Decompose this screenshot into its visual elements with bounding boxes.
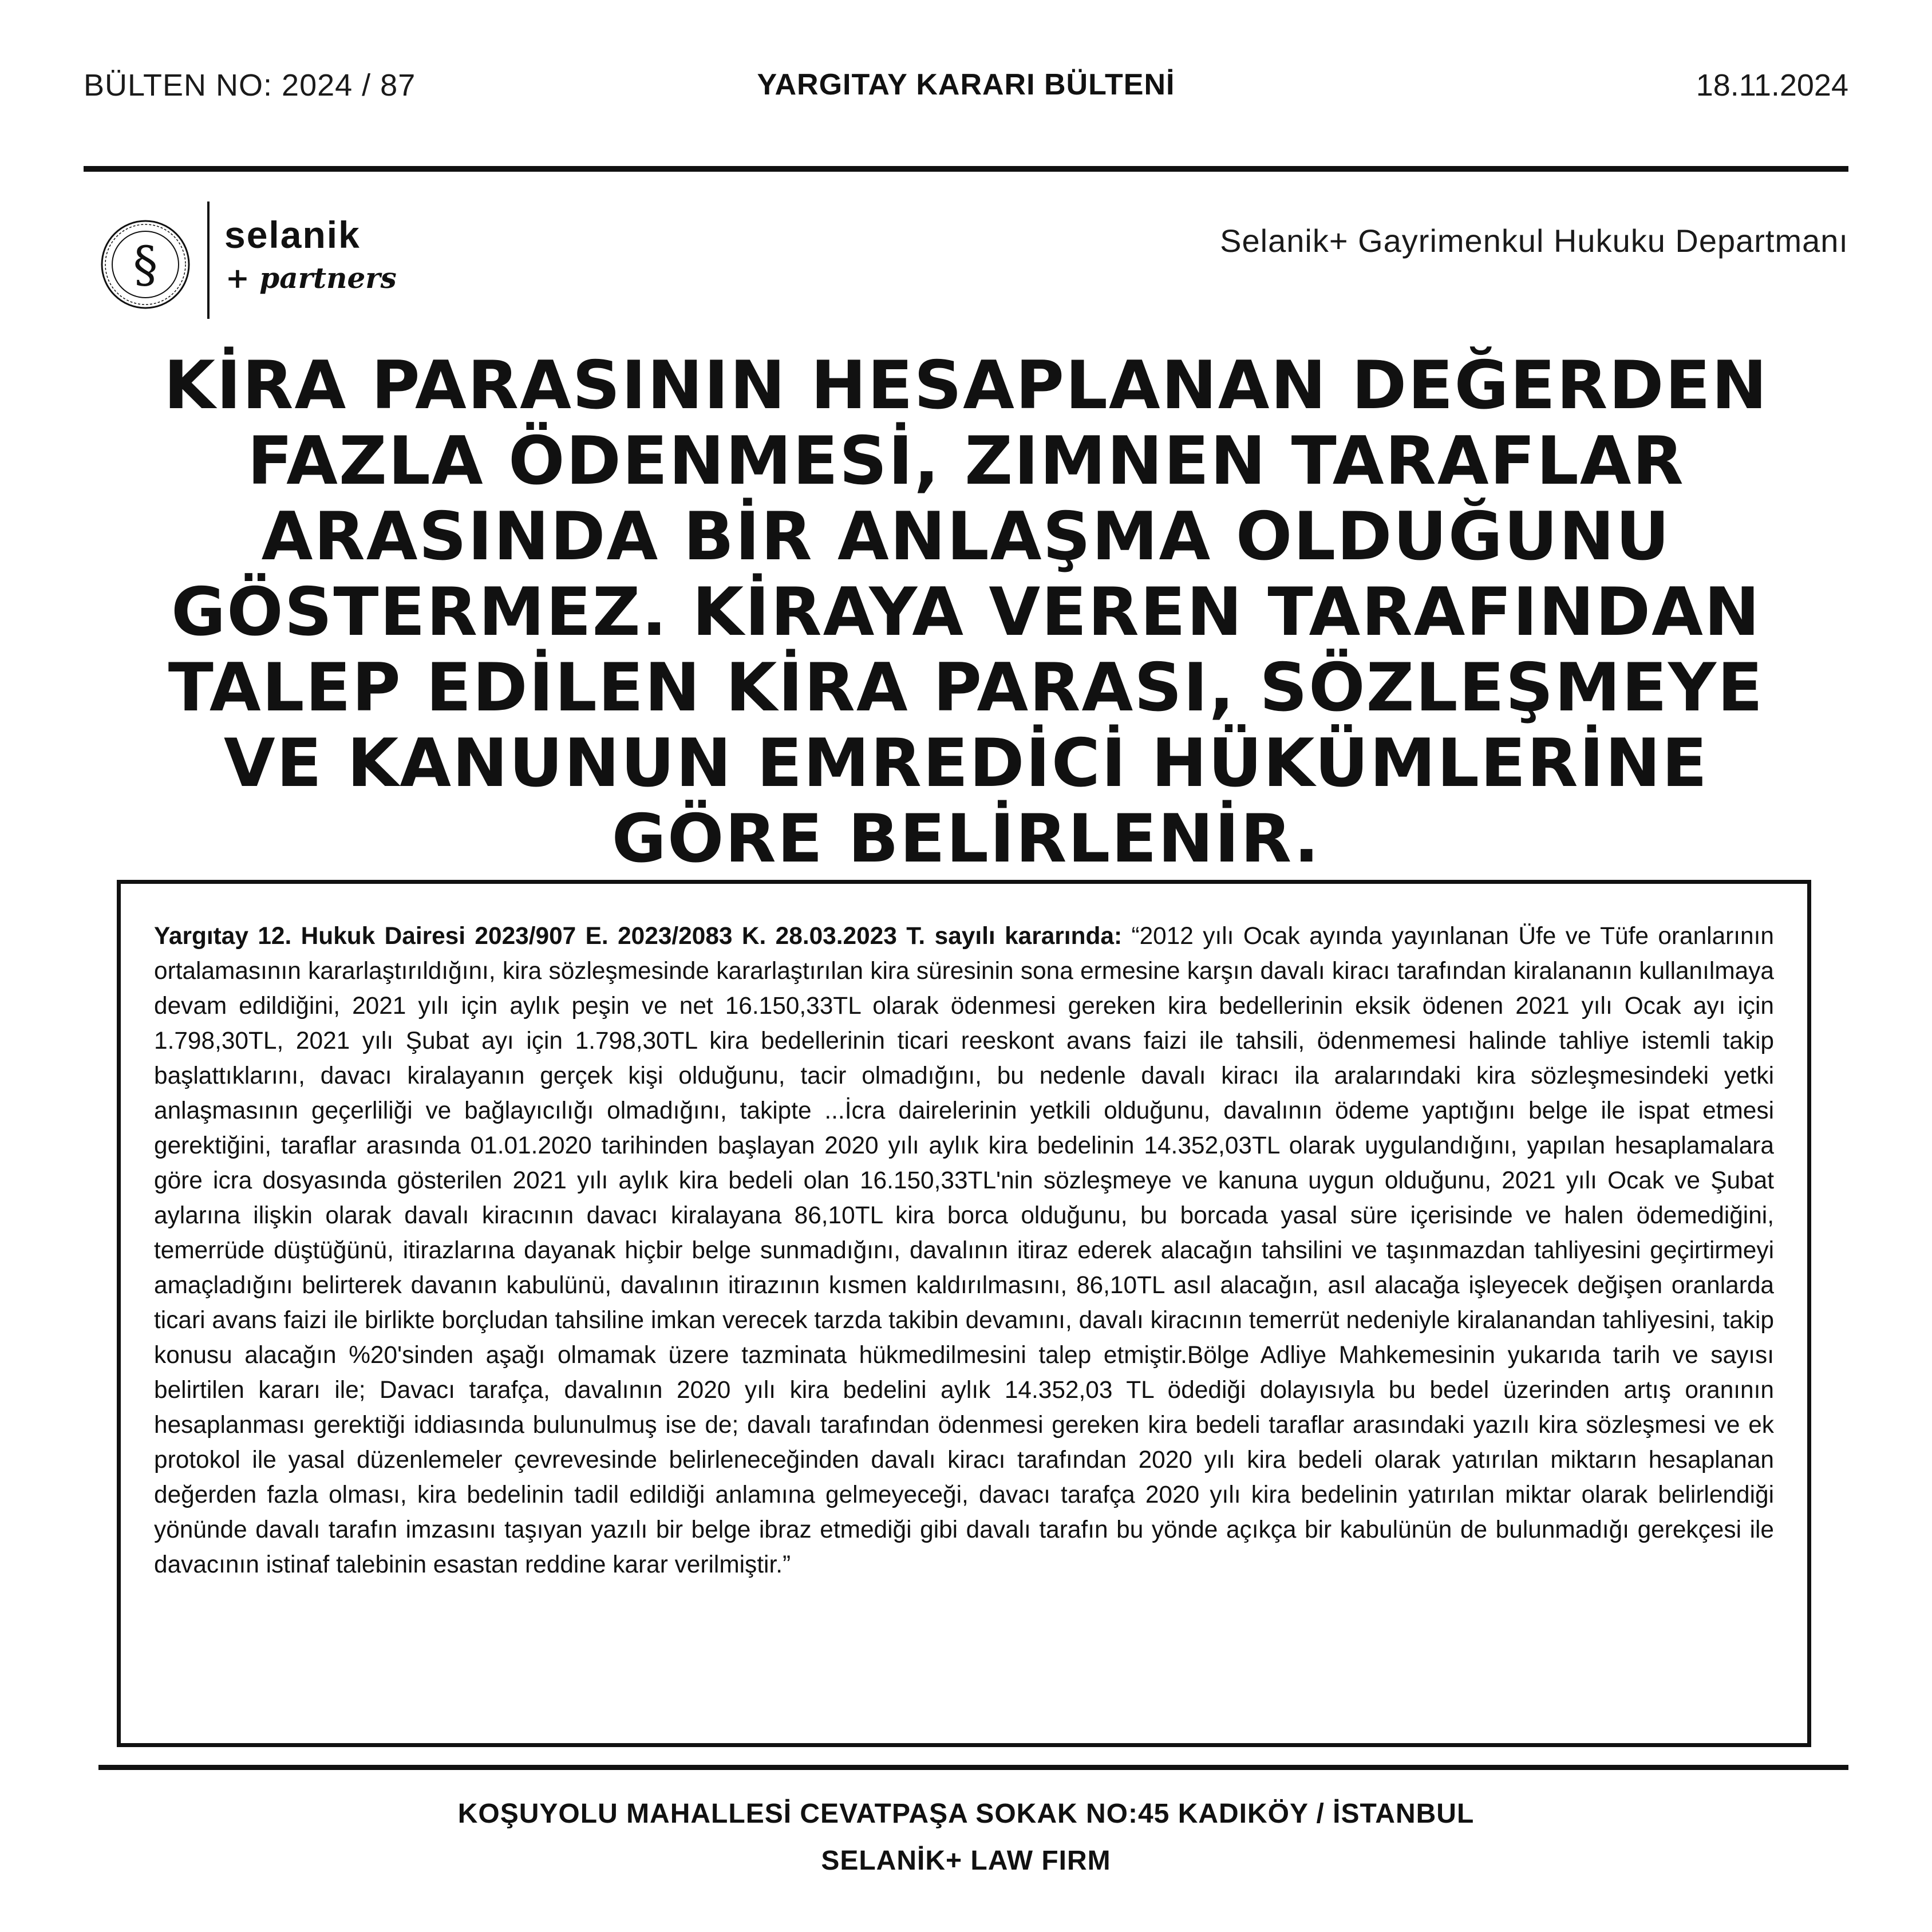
- footer-address: KOŞUYOLU MAHALLESİ CEVATPAŞA SOKAK NO:45 KADIKÖY / İSTANBUL: [457, 1799, 1475, 1829]
- logo-name: selanik: [224, 214, 361, 256]
- headline: KİRA PARASININ HESAPLANAN DEĞERDEN FAZLA ÖDENMESİ, ZIMNEN TARAFLAR ARASINDA BİR ANLAŞMA OLDUĞUNU GÖSTERMEZ. KİRAYA VEREN TARAFINDAN TALEP EDİLEN KİRA PARASI, SÖZLEŞMEYE VE KANUNUN EMREDİCİ HÜKÜMLERİNE GÖRE BELİRLENİR.: [164, 347, 1768, 878]
- bulletin-number: BÜLTEN NO: 2024 / 87: [84, 68, 416, 102]
- firm-logo: [98, 202, 419, 322]
- bulletin-title: YARGITAY KARARI BÜLTENİ: [757, 68, 1175, 101]
- top-divider: [84, 166, 1848, 172]
- decision-text: “2012 yılı Ocak ayında yayınlanan Üfe ve Tüfe oranlarının ortalamasının kararlaştırıldığını, kira sözleşmesinde kararlaştırılan kira süresinin sona ermesine karşın davalı kiracı tarafından kiralananın kullanılmaya devam edildiğini, 2021 yılı için aylık peşin ve net 16.150,33TL olarak ödenmesi gereken kira bedellerinin eksik ödenen 2021 yılı Ocak ayı için 1.798,30TL, 2021 yılı Şubat ayı için 1.798,30TL kira bedellerinin ticari reeskont avans faizi ile tahsili, ödenmemesi halinde tahliye istemli takip başlattıklarını, davacı kiralayanın gerçek kişi olduğunu, tacir olmadığını, bu nedenle davalı kiracı ila aralarındaki kira sözleşmesindeki yetki anlaşmasının geçerliliği ve bağlayıcılığı olmadığını, takipte ...İcra dairelerinin yetkili olduğunu, davalının ödeme yaptığını belge ile ispat etmesi gerektiğini, taraflar arasında 01.01.2020 tarihinden başlayan 2020 yılı aylık kira bedelinin 14.352,03TL olarak uygulandığını, yapılan hesaplamalara göre icra dosyasında gösterilen 2021 yılı aylık kira bedeli olan 16.150,33TL'nin sözleşmeye ve kanuna uygun olduğunu, 2021 yılı Ocak ve Şubat aylarına ilişkin olarak davalı kiracının davacı kiralayana 86,10TL kira borca olduğunu, bu borcada yasal süre içerisinde ve halen ödemediğini, temerrüde düştüğünü, itirazlarına dayanak hiçbir belge sunmadığını, davalının itiraz ederek alacağın tahsilini ve taşınmazdan tahliyesini geçirtirmeyi amaçladığını belirterek davanın kabulünü, davalının itirazının kısmen kaldırılmasını, 86,10TL asıl alacağın, asıl alacağa işleyecek değişen oranlarda ticari avans faizi ile birlikte borçludan tahsiline imkan verecek tarzda takibin devamını, davalı kiracının temerrüt nedeniyle kiralanandan tahliyesini, takip konusu alacağın %20'sinden aşağı olmamak üzere tazminata hükmedilmesini talep etmiştir.Bölge Adliye Mahkemesinin yukarıda tarih ve sayısı belirtilen kararı ile; Davacı tarafça, davalının 2020 yılı kira bedelini aylık 14.352,03 TL ödediği dolayısıyla bu bedel üzerinden artış oranının hesaplanması gerektiği iddiasında bulunulmuş ise de; davalı tarafından ödenmesi gereken kira bedeli taraflar arasındaki yazılı kira sözleşmesi ve ek protokol ile yasal düzenlemeler çevrevesinde belirleneceğinden davalı kiracı tarafından 2020 yılı kira bedeli olarak yatırılan miktarın hesaplanan değerden fazla olması, kira bedelinin tadil edildiği anlamına gelmeyeceği, davacı tarafça 2020 yılı kira bedelinin yatırılan miktar olarak belirlendiği yönünde davalı tarafın imzasını taşıyan yazılı bir belge ibraz etmediği gibi davalı tarafın bu yönde açıkça bir kabulünün de bulunmadığı gerekçesi ile davacının istinaf talebinin esastan reddine karar verilmiştir.”: [154, 922, 1774, 1578]
- footer-firm: SELANİK+ LAW FIRM: [821, 1846, 1111, 1876]
- logo-partners: + partners: [226, 261, 397, 295]
- emblem-letter: §: [133, 236, 158, 294]
- section-sign-emblem-icon: [98, 218, 192, 311]
- bulletin-header: [84, 68, 1848, 113]
- decision-citation: Yargıtay 12. Hukuk Dairesi 2023/907 E. 2023/2083 K. 28.03.2023 T. sayılı kararında:: [154, 922, 1123, 949]
- decision-box: [117, 880, 1811, 1747]
- bulletin-date: 18.11.2024: [1696, 68, 1848, 102]
- decision-paragraph: [154, 918, 1774, 1582]
- bottom-divider: [98, 1765, 1848, 1770]
- footer: [0, 1791, 1932, 1884]
- logo-divider: [207, 202, 210, 319]
- department-name: Selanik+ Gayrimenkul Hukuku Departmanı: [1220, 223, 1848, 259]
